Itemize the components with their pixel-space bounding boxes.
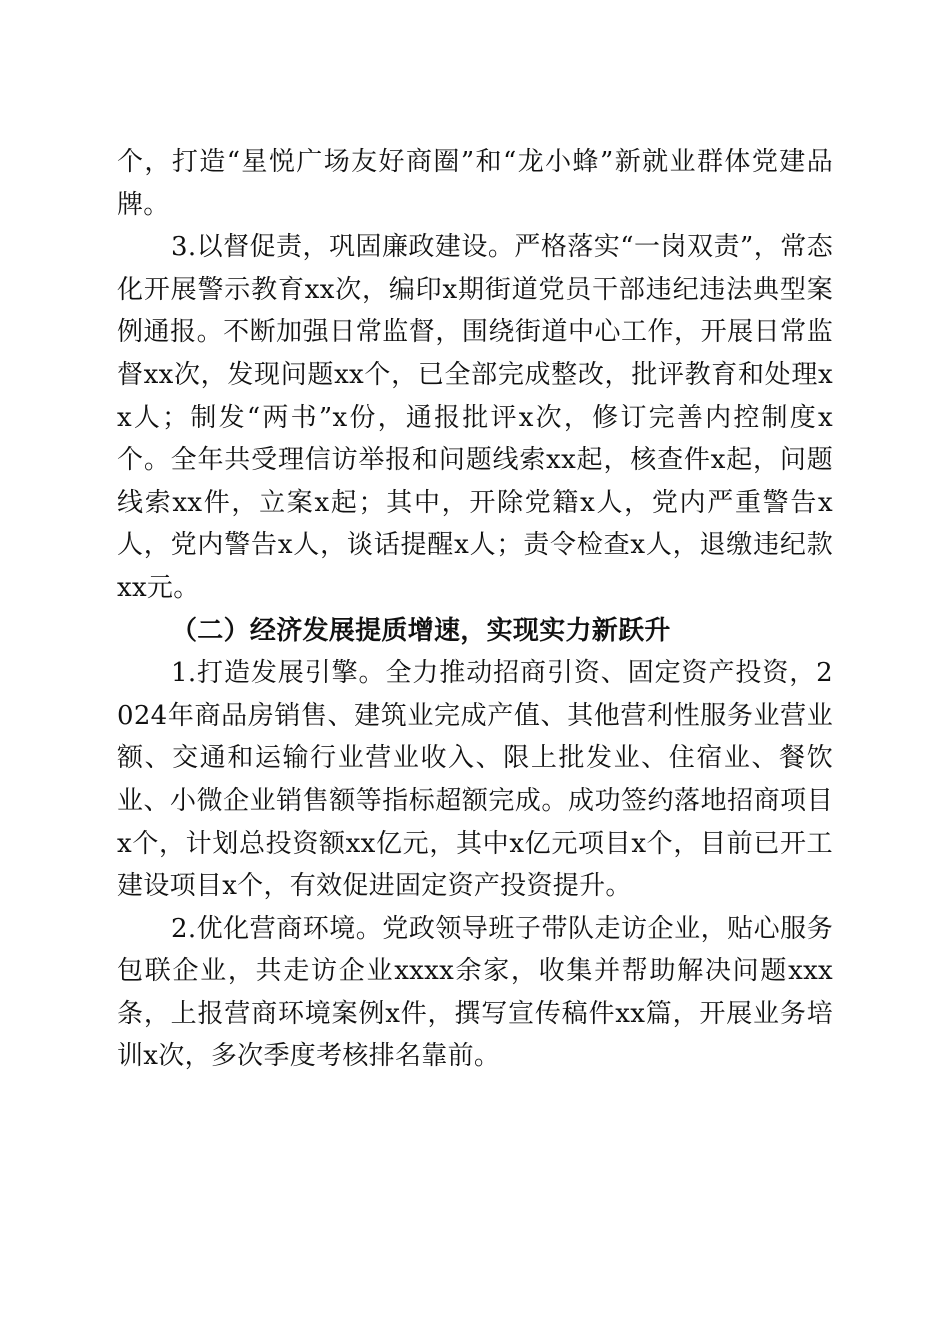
paragraph-business-environment: 2.优化营商环境。党政领导班子带队走访企业，贴心服务包联企业，共走访企业xxxx余家，收集并帮助解决问题xxx条，上报营商环境案例x件，撰写宣传稿件xx篇，开展业务培训x次，多次季度考核排名靠前。 [117, 913, 833, 1072]
section-heading: （二）经济发展提质增速，实现实力新跃升 [171, 615, 671, 646]
paragraph-continuation: 个，打造“星悦广场友好商圈”和“龙小蜂”新就业群体党建品牌。 [117, 147, 833, 220]
paragraph-development-engine: 1.打造发展引擎。全力推动招商引资、固定资产投资，2024年商品房销售、建筑业完成产值、其他营利性服务业营业额、交通和运输行业营业收入、限上批发业、住宿业、餐饮业、小微企业销售额等指标超额完成。成功签约落地招商项目x个，计划总投资额xx亿元，其中x亿元项目x个，目前已开工建设项目x个，有效促进固定资产投资提升。 [117, 658, 833, 902]
paragraph-supervision: 3.以督促责，巩固廉政建设。严格落实“一岗双责”，常态化开展警示教育xx次，编印x期街道党员干部违纪违法典型案例通报。不断加强日常监督，围绕街道中心工作，开展日常监督xx次，发现问题xx个，已全部完成整改，批评教育和处理xx人；制发“两书”x份，通报批评x次，修订完善内控制度x个。全年共受理信访举报和问题线索xx起，核查件x起，问题线索xx件，立案x起；其中，开除党籍x人，党内严重警告x人，党内警告x人，谈话提醒x人；责令检查x人，退缴违纪款xx元。 [117, 232, 833, 603]
document-body [117, 141, 833, 1078]
